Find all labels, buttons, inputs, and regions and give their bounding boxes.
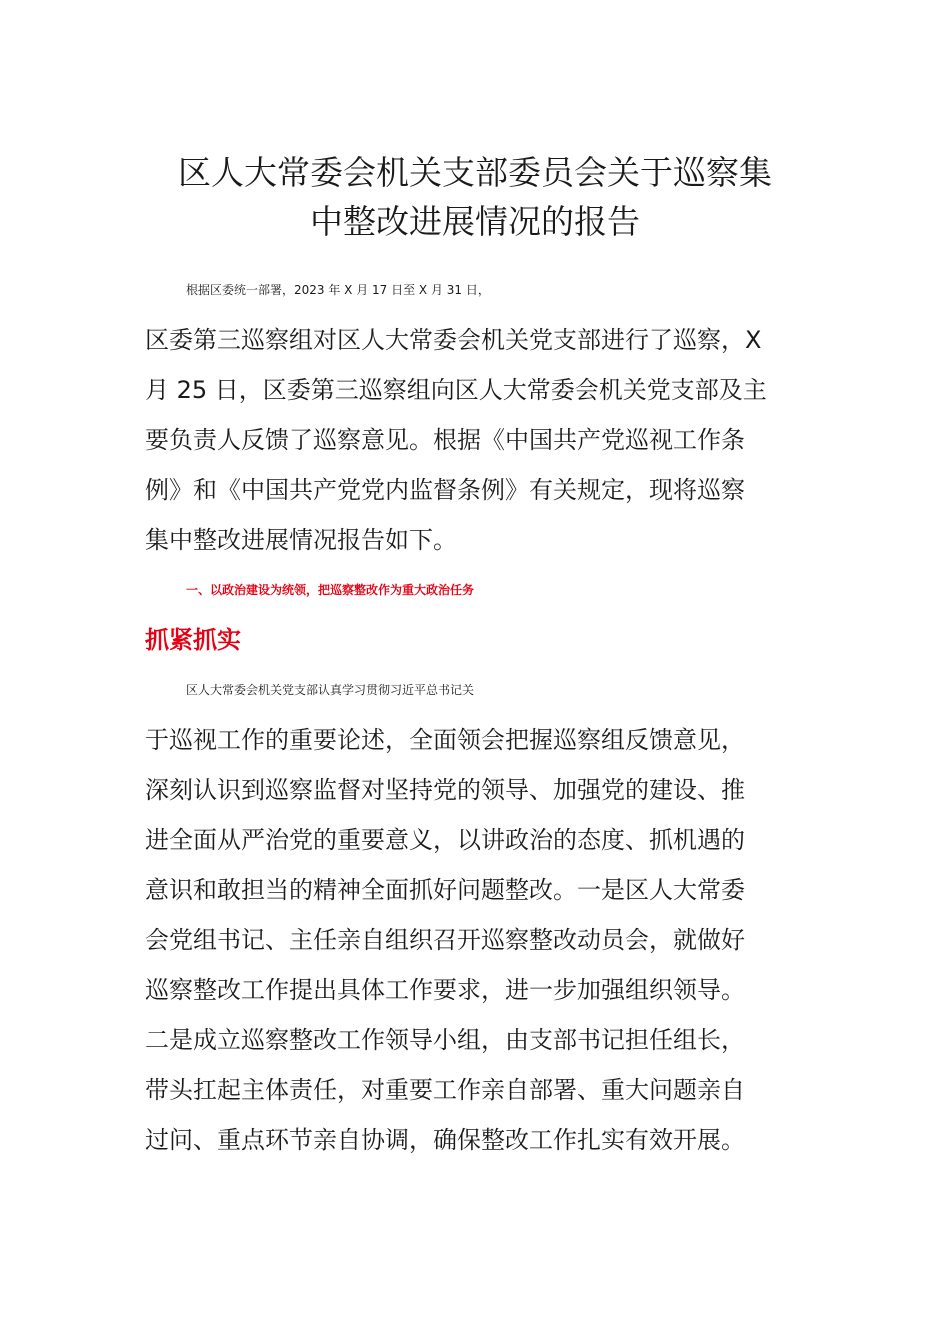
paragraph-1-line-1: 根据区委统一部署，2023 年 X 月 17 日至 X 月 31 日， <box>186 283 490 297</box>
paragraph-2-line-1: 区人大常委会机关党支部认真学习贯彻习近平总书记关 <box>186 683 475 697</box>
paragraph-1-line-5: 例》和《中国共产党党内监督条例》有关规定，现将巡察 <box>145 476 745 504</box>
paragraph-1-line-4: 要负责人反馈了巡察意见。根据《中国共产党巡视工作条 <box>145 426 745 454</box>
document-title-line-2: 中整改进展情况的报告 <box>310 202 640 241</box>
paragraph-1-line-3: 月 25 日，区委第三巡察组向区人大常委会机关党支部及主 <box>145 376 767 404</box>
paragraph-2-line-3: 深刻认识到巡察监督对坚持党的领导、加强党的建设、推 <box>145 776 745 804</box>
paragraph-2-line-10: 过问、重点环节亲自协调，确保整改工作扎实有效开展。 <box>145 1126 745 1154</box>
paragraph-2-line-7: 巡察整改工作提出具体工作要求，进一步加强组织领导。 <box>145 976 745 1004</box>
paragraph-1-line-6: 集中整改进展情况报告如下。 <box>145 526 457 554</box>
paragraph-2-line-2: 于巡视工作的重要论述，全面领会把握巡察组反馈意见， <box>145 726 745 754</box>
paragraph-2-line-8: 二是成立巡察整改工作领导小组，由支部书记担任组长， <box>145 1026 745 1054</box>
section-heading-1-line-2: 抓紧抓实 <box>145 626 241 654</box>
paragraph-2-line-9: 带头扛起主体责任，对重要工作亲自部署、重大问题亲自 <box>145 1076 745 1104</box>
paragraph-2-line-6: 会党组书记、主任亲自组织召开巡察整改动员会，就做好 <box>145 926 745 954</box>
paragraph-2-line-4: 进全面从严治党的重要意义，以讲政治的态度、抓机遇的 <box>145 826 745 854</box>
section-heading-1-line-1: 一、以政治建设为统领，把巡察整改作为重大政治任务 <box>186 583 475 597</box>
document-title-line-1: 区人大常委会机关支部委员会关于巡察集 <box>178 153 772 192</box>
paragraph-2-line-5: 意识和敢担当的精神全面抓好问题整改。一是区人大常委 <box>145 876 745 904</box>
paragraph-1-line-2: 区委第三巡察组对区人大常委会机关党支部进行了巡察，X <box>145 326 762 354</box>
